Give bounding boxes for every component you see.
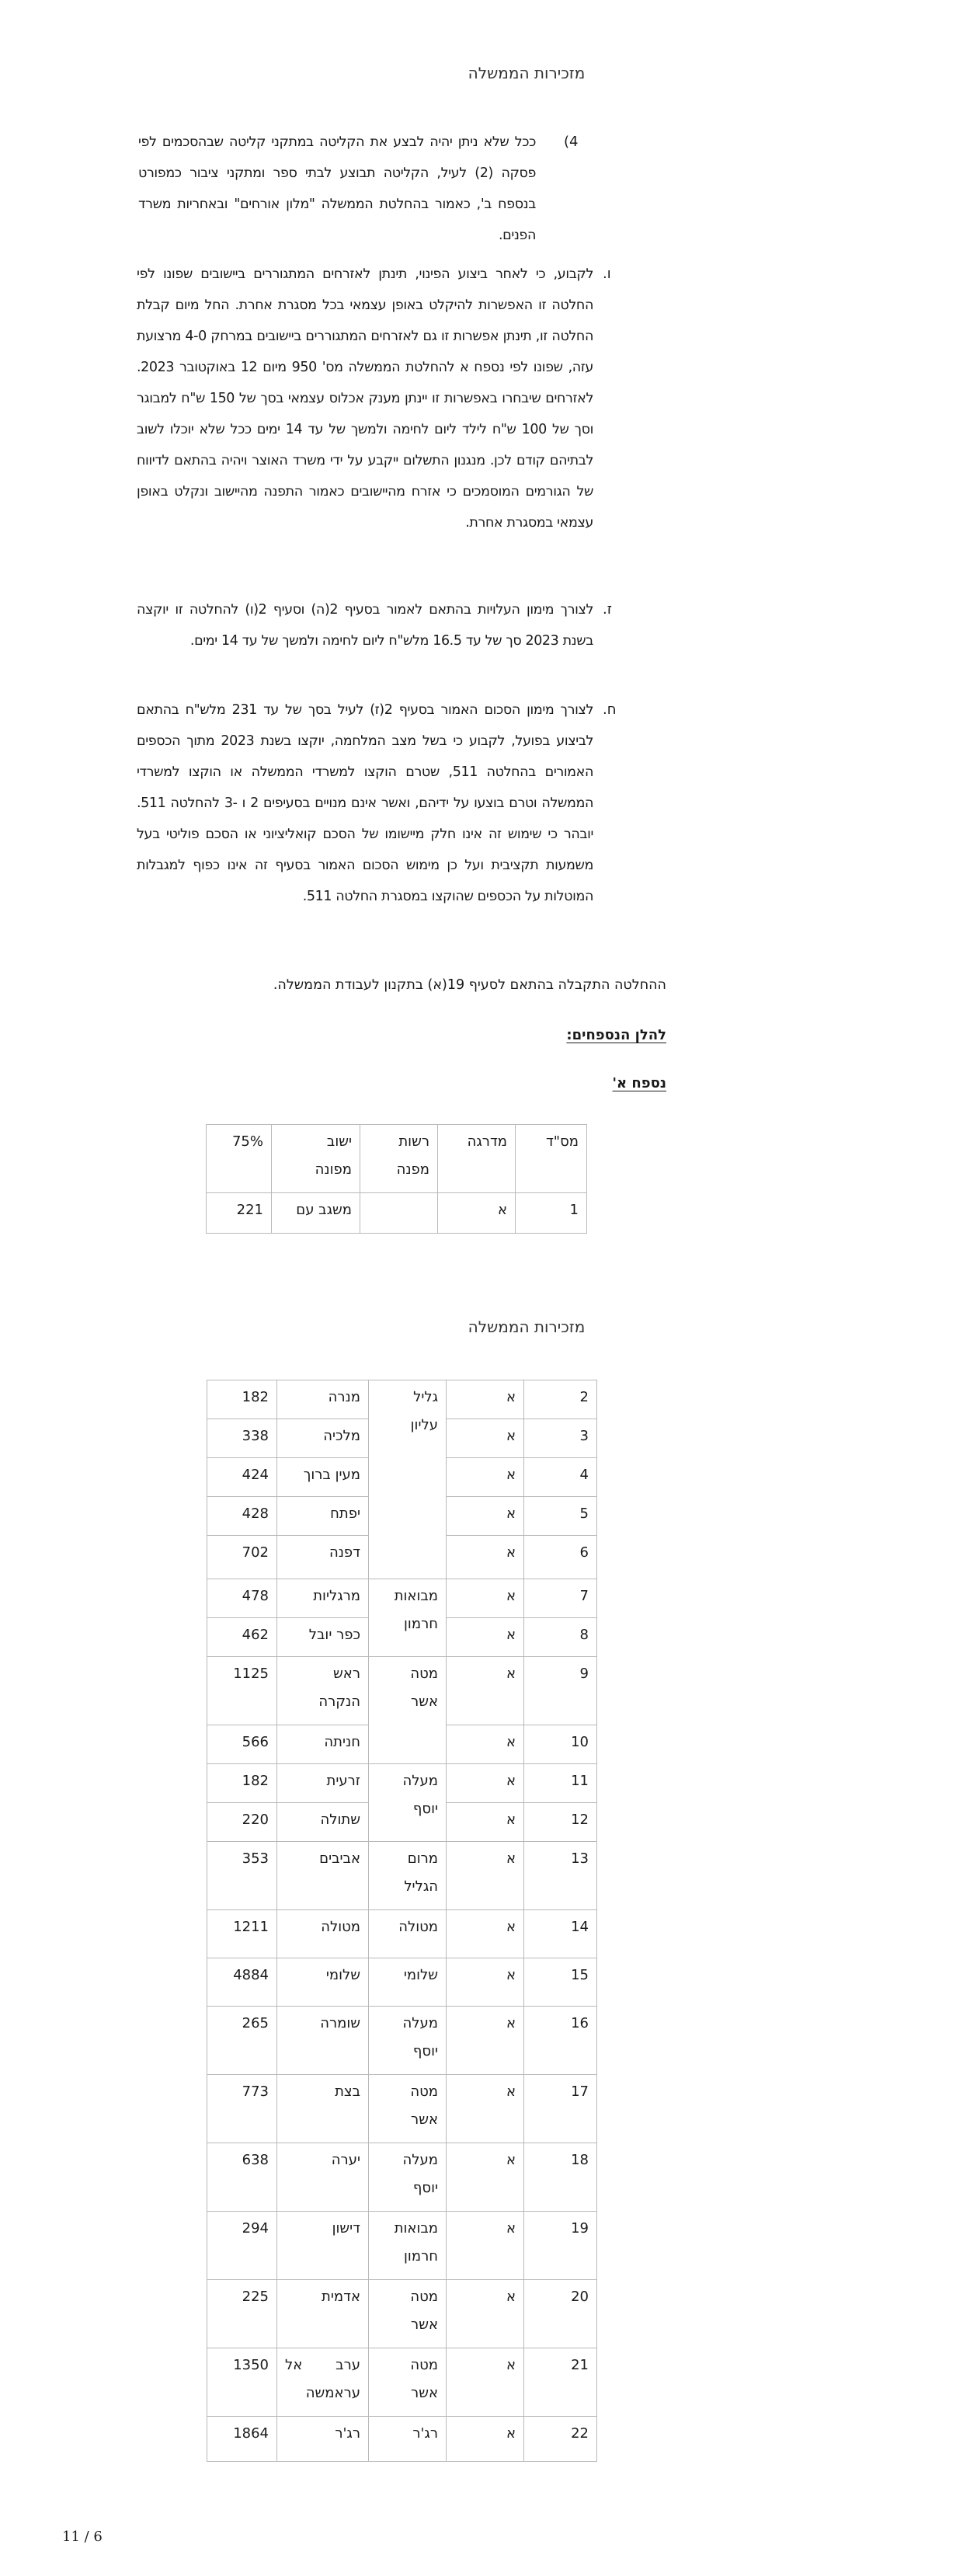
- cell-value: 353: [207, 1842, 277, 1910]
- header-cell-percent: 75%: [207, 1125, 272, 1193]
- cell-id: 15: [524, 1958, 597, 2007]
- table-row: [207, 1842, 597, 1910]
- cell-authority: מעלה יוסף: [369, 2143, 447, 2212]
- cell-settlement: אדמית: [277, 2280, 369, 2348]
- cell-authority-merged: גליל עליון: [369, 1380, 447, 1579]
- cell-id: 18: [524, 2143, 597, 2212]
- appendix-a-heading: נספח א': [612, 1075, 666, 1091]
- cell-settlement: חניתה: [277, 1725, 369, 1764]
- cell-settlement: דישון: [277, 2212, 369, 2280]
- cell-authority: מבואות חרמון: [369, 2212, 447, 2280]
- item-zayin-paragraph: לצורך מימון העלויות בהתאם לאמור בסעיף 2(ה) וסעיף 2(ו) להחלטה זו יוקצה בשנת 2023 סך של עד 16.5 מלש"ח ליום לחימה ולמשך של עד 14 ימים.: [137, 602, 593, 649]
- cell-level: א: [447, 1536, 524, 1579]
- appendix-a-table-1: [206, 1124, 587, 1234]
- cell-settlement: יפתח: [277, 1497, 369, 1536]
- cell-value: 182: [207, 1380, 277, 1419]
- header-cell-level: מדרגה: [438, 1125, 516, 1193]
- page-header: [0, 64, 963, 82]
- cell-id: 11: [524, 1764, 597, 1803]
- cell-id: 3: [524, 1419, 597, 1458]
- item-4-marker: 4): [564, 134, 579, 150]
- header-cell-id: מס"ד: [516, 1125, 587, 1193]
- header-text: מזכירות הממשלה: [468, 64, 586, 82]
- cell-level: א: [447, 2075, 524, 2143]
- cell-value: 221: [207, 1193, 272, 1234]
- cell-value: 294: [207, 2212, 277, 2280]
- cell-authority: [360, 1193, 438, 1234]
- table-row: [207, 1380, 597, 1419]
- cell-authority: מעלה יוסף: [369, 2007, 447, 2075]
- cell-id: 16: [524, 2007, 597, 2075]
- cell-authority-merged: מטה אשר: [369, 1657, 447, 1764]
- table-row: [207, 1657, 597, 1725]
- cell-value: 566: [207, 1725, 277, 1764]
- item-zayin-marker: ז.: [603, 601, 612, 618]
- cell-settlement: מעין ברוך: [277, 1458, 369, 1497]
- cell-id: 2: [524, 1380, 597, 1419]
- cell-settlement: בצת: [277, 2075, 369, 2143]
- cell-id: 20: [524, 2280, 597, 2348]
- cell-settlement: מטולה: [277, 1910, 369, 1958]
- table-row: [207, 2212, 597, 2280]
- table-row: [207, 2280, 597, 2348]
- cell-id: 17: [524, 2075, 597, 2143]
- cell-id: 10: [524, 1725, 597, 1764]
- appendices-heading: להלן הנספחים:: [566, 1027, 666, 1043]
- cell-value: 702: [207, 1536, 277, 1579]
- table-row: [207, 1579, 597, 1618]
- header-text-2: מזכירות הממשלה: [468, 1318, 586, 1336]
- cell-settlement: זרעית: [277, 1764, 369, 1803]
- cell-level: א: [447, 1380, 524, 1419]
- cell-authority-merged: מעלה יוסף: [369, 1764, 447, 1842]
- table-row: [207, 2007, 597, 2075]
- cell-settlement: מלכיה: [277, 1419, 369, 1458]
- decision-note: ההחלטה התקבלה בהתאם לסעיף 19(א) בתקנון לעבודת הממשלה.: [273, 977, 666, 993]
- cell-level: א: [438, 1193, 516, 1234]
- cell-level: א: [447, 2143, 524, 2212]
- table-row: [207, 2075, 597, 2143]
- cell-settlement: יערה: [277, 2143, 369, 2212]
- item-vav-paragraph: לקבוע, כי לאחר ביצוע הפינוי, תינתן לאזרחים המתגוררים ביישובים שפונו לפי החלטה זו האפשרות להיקלט באופן עצמאי בכל מסגרת אחרת. החל מיום קבלת החלטה זו, תינתן אפשרות זו גם לאזרחים המתגוררים ביישובים במרחק 4-0 מרצועת עזה, שפונו לפי נספח א להחלטת הממשלה מס' 950 מיום 12 באוקטובר 2023. לאזרחים שיבחרו באפשרות זו יינתן מענק אכלוס עצמאי בסך של 150 ש"ח למבוגר וסך של 100 ש"ח לילד ליום לחימה ולמשך של עד 14 ימים ככל שלא יוכלו לשוב לבתיהם קודם לכן. מנגנון התשלום ייקבע על ידי משרד האוצר ויהיה בהתאם לדיווח של הגורמים המוסמכים כי אזרח מהיישובים כאמור התפנה מהיישוב ונקלט באופן עצמאי במסגרת אחרת.: [137, 266, 594, 531]
- cell-authority: מטה אשר: [369, 2075, 447, 2143]
- cell-authority-merged: מבואות חרמון: [369, 1579, 447, 1657]
- cell-value: 225: [207, 2280, 277, 2348]
- cell-value: 338: [207, 1419, 277, 1458]
- cell-level: א: [447, 1579, 524, 1618]
- cell-authority: רג'ר: [369, 2417, 447, 2462]
- cell-value: 265: [207, 2007, 277, 2075]
- cell-value: 1350: [207, 2348, 277, 2417]
- cell-settlement: שומרה: [277, 2007, 369, 2075]
- cell-level: א: [447, 1657, 524, 1725]
- cell-id: 13: [524, 1842, 597, 1910]
- header-cell-authority: רשות מפנה: [360, 1125, 438, 1193]
- table-row: [207, 2348, 597, 2417]
- cell-settlement: דפנה: [277, 1536, 369, 1579]
- cell-settlement: רג'ר: [277, 2417, 369, 2462]
- cell-level: א: [447, 1458, 524, 1497]
- cell-authority: מטה אשר: [369, 2348, 447, 2417]
- cell-level: א: [447, 1618, 524, 1657]
- cell-authority: מטה אשר: [369, 2280, 447, 2348]
- cell-id: 22: [524, 2417, 597, 2462]
- cell-id: 7: [524, 1579, 597, 1618]
- cell-id: 4: [524, 1458, 597, 1497]
- cell-settlement: שתולה: [277, 1803, 369, 1842]
- cell-value: 478: [207, 1579, 277, 1618]
- cell-value: 182: [207, 1764, 277, 1803]
- cell-level: א: [447, 2007, 524, 2075]
- table-row: [207, 1764, 597, 1803]
- cell-authority: מרום הגליל: [369, 1842, 447, 1910]
- cell-level: א: [447, 2212, 524, 2280]
- cell-level: א: [447, 1803, 524, 1842]
- cell-settlement: כפר יובל: [277, 1618, 369, 1657]
- cell-level: א: [447, 1725, 524, 1764]
- cell-value: 424: [207, 1458, 277, 1497]
- header-cell-settlement: ישוב מפונה: [272, 1125, 360, 1193]
- cell-value: 1125: [207, 1657, 277, 1725]
- cell-value: 220: [207, 1803, 277, 1842]
- cell-level: א: [447, 1764, 524, 1803]
- cell-id: 14: [524, 1910, 597, 1958]
- cell-id: 8: [524, 1618, 597, 1657]
- cell-value: 638: [207, 2143, 277, 2212]
- cell-settlement: משגב עם: [272, 1193, 360, 1234]
- item-4-paragraph: ככל שלא ניתן יהיה לבצע את הקליטה במתקני קליטה שבהסכמים לפי פסקה (2) לעיל, הקליטה תבוצע לבתי ספר ומתקני ציבור כמפורט בנספח ב', כאמור בהחלטת הממשלה "מלון אורחים" ובאחריות משרד הפנים.: [138, 134, 536, 243]
- cell-id: 21: [524, 2348, 597, 2417]
- cell-level: א: [447, 1419, 524, 1458]
- cell-value: 462: [207, 1618, 277, 1657]
- cell-settlement: אביבים: [277, 1842, 369, 1910]
- page-number: 11 / 6: [62, 2529, 103, 2545]
- table-row: [207, 2143, 597, 2212]
- page-header-2: [0, 1318, 963, 1336]
- cell-level: א: [447, 1497, 524, 1536]
- cell-value: 773: [207, 2075, 277, 2143]
- cell-authority: מטולה: [369, 1910, 447, 1958]
- cell-level: א: [447, 2417, 524, 2462]
- cell-settlement: שלומי: [277, 1958, 369, 2007]
- cell-level: א: [447, 1842, 524, 1910]
- table-row: [207, 1193, 587, 1234]
- table-row: [207, 1910, 597, 1958]
- cell-settlement: ראש הנקרה: [277, 1657, 369, 1725]
- cell-id: 1: [516, 1193, 587, 1234]
- appendix-a-table-2: [207, 1380, 597, 2462]
- item-vav-marker: ו.: [603, 266, 611, 282]
- item-het-paragraph: לצורך מימון הסכום האמור בסעיף 2(ז) לעיל בסך של עד 231 מלש"ח בהתאם לביצוע בפועל, לקבוע כי בשל מצב המלחמה, יוקצו בשנת 2023 מתוך הכספים האמורים בהחלטה 511, שטרם הוקצו למשרדי הממשלה או הוקצו למשרדי הממשלה וטרם בוצעו על ידיהם, ואשר אינם מנויים בסעיפים 2 ו -3 להחלטה 511. יובהר כי שימוש זה אינו חלק מיישומו של הסכם קואליציוני או הסכם פוליטי בעל משמעות תקציבית ועל כן מימוש הסכום האמור בסעיף זה אינו כפוף למגבלות המוטלות על הכספים שהוקצו במסגרת החלטה 511.: [137, 702, 594, 904]
- cell-settlement: ערב אל עראמשה: [277, 2348, 369, 2417]
- cell-value: 4884: [207, 1958, 277, 2007]
- cell-level: א: [447, 2348, 524, 2417]
- cell-value: 428: [207, 1497, 277, 1536]
- cell-authority: שלומי: [369, 1958, 447, 2007]
- item-het-marker: ח.: [603, 701, 617, 718]
- table-header-row: [207, 1125, 587, 1193]
- cell-id: 5: [524, 1497, 597, 1536]
- cell-value: 1211: [207, 1910, 277, 1958]
- table-row: [207, 1958, 597, 2007]
- cell-id: 12: [524, 1803, 597, 1842]
- cell-level: א: [447, 1958, 524, 2007]
- table-row: [207, 2417, 597, 2462]
- cell-id: 19: [524, 2212, 597, 2280]
- cell-level: א: [447, 1910, 524, 1958]
- cell-settlement: מנרה: [277, 1380, 369, 1419]
- cell-value: 1864: [207, 2417, 277, 2462]
- cell-id: 6: [524, 1536, 597, 1579]
- cell-id: 9: [524, 1657, 597, 1725]
- cell-level: א: [447, 2280, 524, 2348]
- cell-settlement: מרגליות: [277, 1579, 369, 1618]
